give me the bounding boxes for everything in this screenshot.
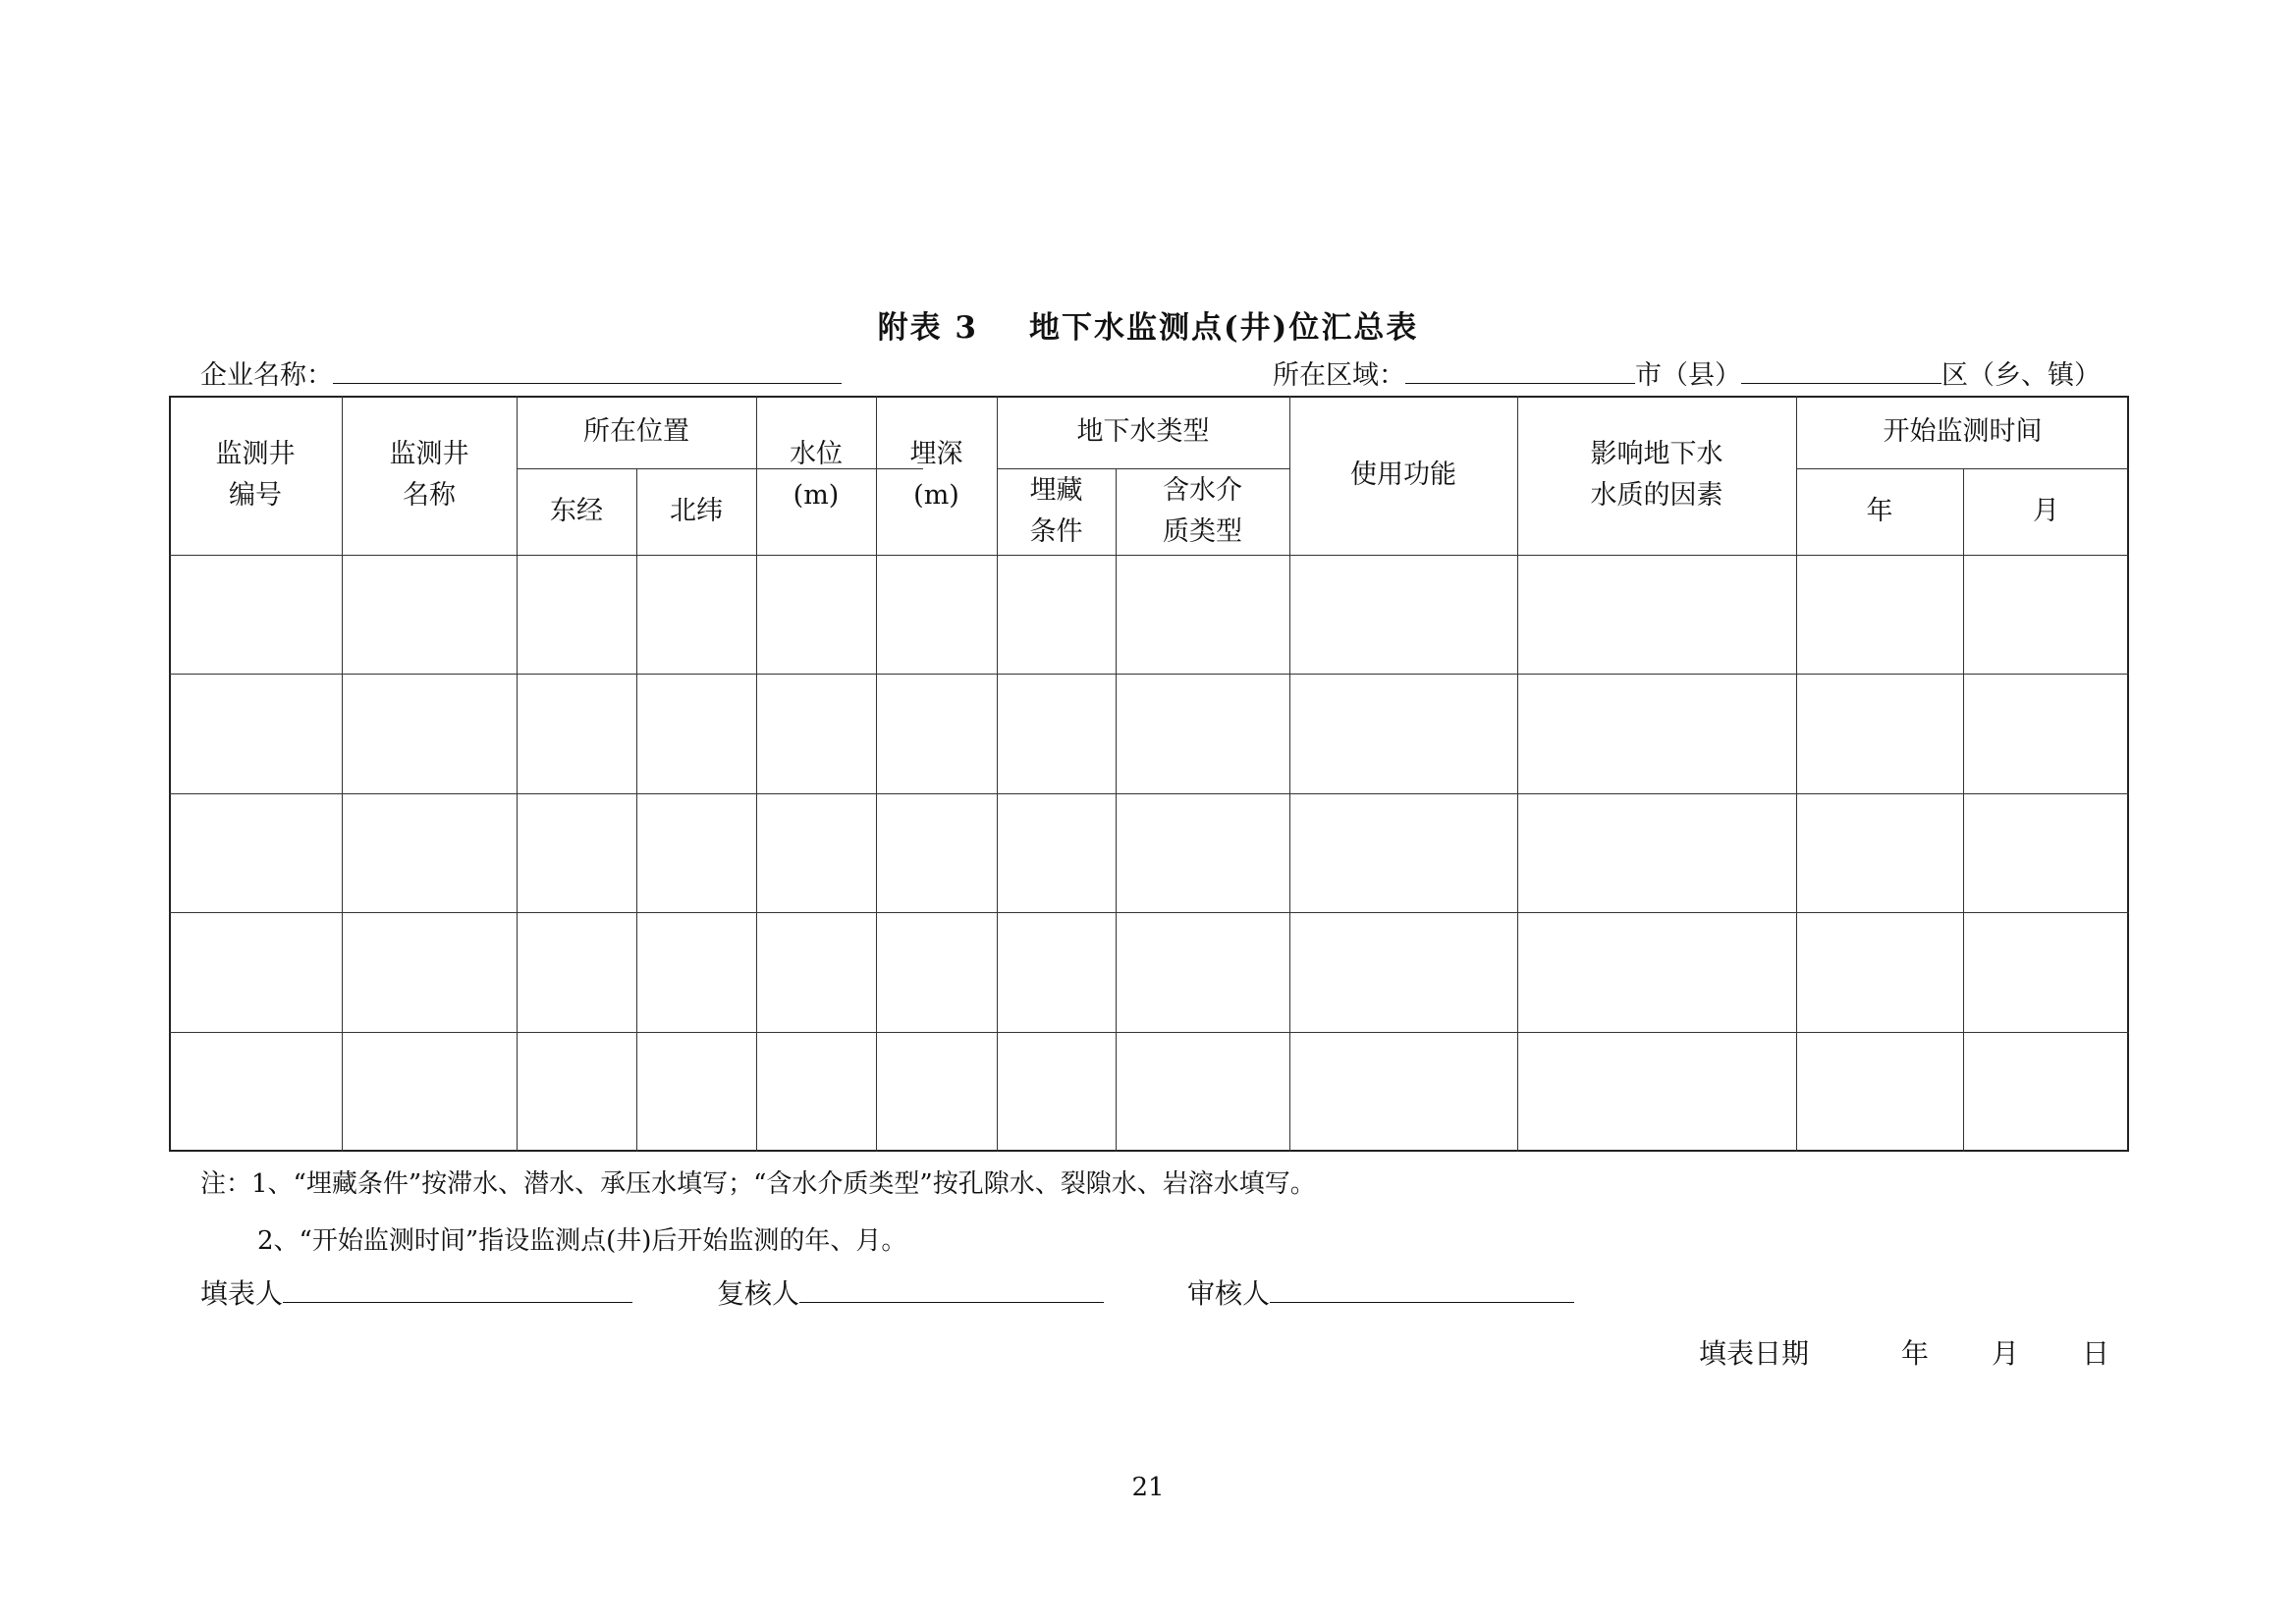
header-text: (m) <box>793 480 840 511</box>
fill-date-day: 日 <box>2082 1337 2110 1370</box>
header-well-number <box>169 396 342 555</box>
header-water-level <box>756 396 876 555</box>
table-row[interactable] <box>169 674 2129 793</box>
fill-date-year: 年 <box>1901 1337 1930 1370</box>
fill-date-label: 填表日期 <box>1699 1337 1810 1370</box>
header-text: 监测井 <box>215 439 296 469</box>
header-text: 埋深 <box>909 439 963 469</box>
header-text: 名称 <box>403 480 456 511</box>
table-row[interactable] <box>169 555 2129 674</box>
note-1: 注：1、“埋藏条件”按滞水、潜水、承压水填写；“含水介质类型”按孔隙水、裂隙水、岩溶水填写。 <box>200 1169 1316 1199</box>
monitoring-well-table <box>169 396 2129 1152</box>
header-text: 含水介 <box>1163 475 1242 506</box>
header-text: 年 <box>1866 496 1893 526</box>
header-location <box>517 396 756 468</box>
header-text: 北纬 <box>670 496 723 526</box>
header-groundwater-type <box>997 396 1289 468</box>
header-text: 月 <box>2033 496 2059 526</box>
header-text: 条件 <box>1029 516 1083 547</box>
table-row[interactable] <box>169 912 2129 1032</box>
header-text: 使用功能 <box>1350 460 1456 490</box>
city-label: 市（县） <box>1635 360 1741 391</box>
reviewer-signature <box>717 1274 1104 1312</box>
header-text: 监测井 <box>389 439 469 469</box>
region-row <box>1273 357 2101 394</box>
header-year <box>1796 468 1963 555</box>
header-month <box>1963 468 2129 555</box>
filler-label: 填表人 <box>200 1277 284 1310</box>
company-name-row <box>200 357 842 394</box>
approver-field[interactable] <box>1270 1274 1574 1303</box>
title-prefix: 附表 3 <box>877 310 979 346</box>
region-label: 所在区域： <box>1273 360 1405 391</box>
filler-field[interactable] <box>283 1274 632 1303</box>
approver-signature <box>1187 1274 1574 1312</box>
reviewer-label: 复核人 <box>717 1277 800 1310</box>
header-east-longitude <box>517 468 636 555</box>
header-aquifer-medium-type <box>1116 468 1289 555</box>
header-burial-depth <box>876 396 997 555</box>
header-start-monitoring-time <box>1796 396 2129 468</box>
header-text: 影响地下水 <box>1590 439 1723 469</box>
approver-label: 审核人 <box>1187 1277 1271 1310</box>
header-text: 编号 <box>229 480 282 511</box>
table-row[interactable] <box>169 1032 2129 1152</box>
header-use-function <box>1289 396 1517 555</box>
company-name-field[interactable] <box>333 357 842 384</box>
title-main: 地下水监测点(井)位汇总表 <box>1029 310 1419 346</box>
header-text: 开始监测时间 <box>1883 416 2043 447</box>
page-number: 21 <box>1131 1473 1165 1502</box>
header-text: 埋藏 <box>1029 475 1083 506</box>
district-field[interactable] <box>1741 357 1941 384</box>
fill-date <box>1699 1332 2109 1372</box>
page-title <box>0 302 2296 347</box>
city-field[interactable] <box>1405 357 1635 384</box>
header-burial-condition <box>997 468 1116 555</box>
header-text: (m) <box>913 480 959 511</box>
header-text: 地下水类型 <box>1076 416 1210 447</box>
header-north-latitude <box>636 468 756 555</box>
district-label: 区（乡、镇） <box>1941 360 2101 391</box>
reviewer-field[interactable] <box>799 1274 1104 1303</box>
header-well-name <box>342 396 517 555</box>
header-text: 水质的因素 <box>1590 480 1723 511</box>
table-row[interactable] <box>169 793 2129 912</box>
header-text: 所在位置 <box>583 416 689 447</box>
note-2: 2、“开始监测时间”指设监测点(井)后开始监测的年、月。 <box>257 1226 907 1256</box>
header-text: 东经 <box>550 496 603 526</box>
header-quality-factors <box>1517 396 1796 555</box>
filler-signature <box>200 1274 632 1312</box>
header-text: 质类型 <box>1163 516 1242 547</box>
company-name-label: 企业名称： <box>200 360 333 391</box>
fill-date-month: 月 <box>1992 1337 2020 1370</box>
header-text: 水位 <box>790 439 843 469</box>
